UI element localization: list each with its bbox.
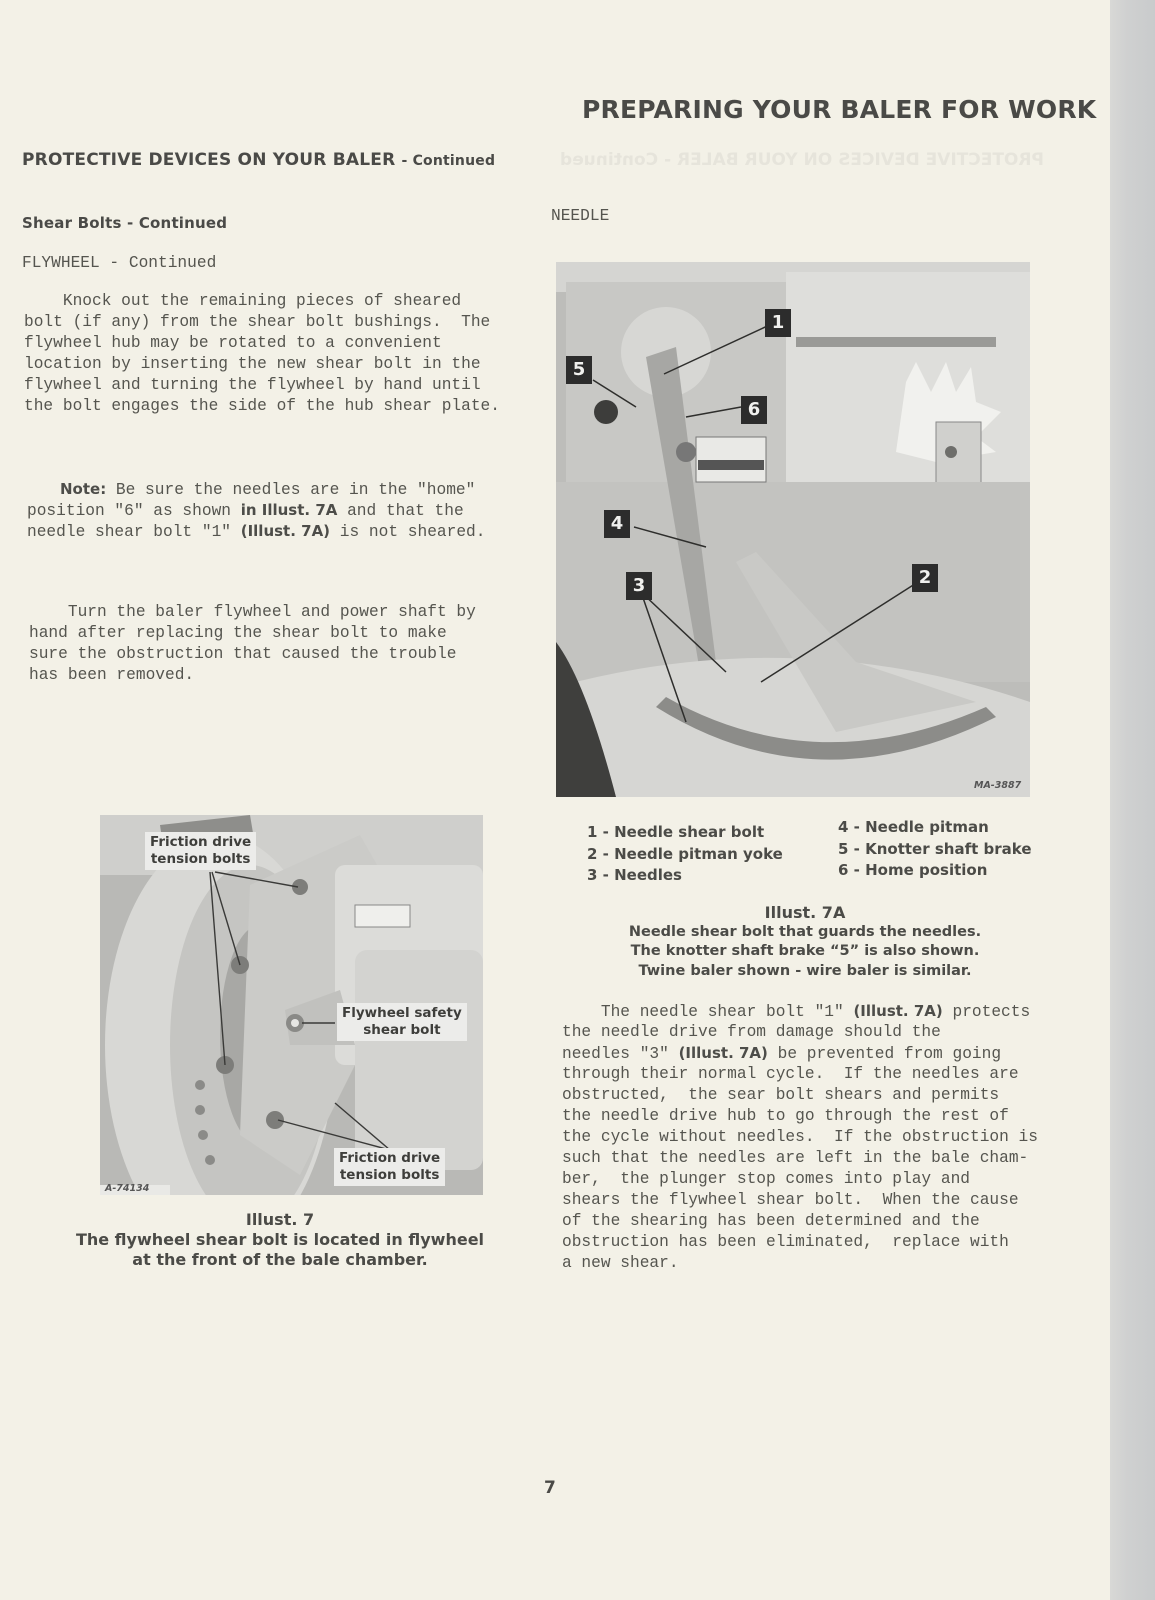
text-line: flywheel and turning the flywheel by hand until [24,376,481,394]
caption-line: Twine baler shown - wire baler is similar. [638,962,972,979]
caption-line: at the front of the bale chamber. [132,1250,428,1269]
illust-7a-caption [580,903,1030,981]
figure-legend-right [838,817,1032,882]
text-line [562,1043,1001,1065]
caption-line: Needle shear bolt that guards the needles. [628,923,982,940]
flywheel-photo [100,815,483,1195]
caption-line: The knotter shaft brake “5” is also shown. [630,943,980,959]
text-line: through their normal cycle. If the needles are [562,1065,1019,1083]
text-line [60,479,475,501]
photo-code: MA-3887 [974,780,1022,791]
text-line: bolt (if any) from the shear bolt bushings. The [24,313,491,331]
page-number: 7 [544,1478,557,1498]
text-line: the needle drive hub to go through the rest of [562,1107,1009,1125]
callout-line: Friction drive [150,834,252,850]
text-line: flywheel hub may be rotated to a convenient [24,334,442,352]
caption-title: Illust. 7 [245,1210,315,1229]
caption-title: Illust. 7A [764,903,846,922]
legend-item: 3 - Needles [587,866,682,884]
text-line: a new shear. [562,1254,679,1272]
needle-drive-photo [556,262,1030,797]
text-line: hand after replacing the shear bolt to make [29,624,447,642]
section-title: PREPARING YOUR BALER FOR WORK [582,95,1097,124]
tag-5: 5 [566,356,592,384]
text-span: is not sheared. [330,523,486,541]
photo-code: A-74134 [105,1183,150,1194]
illust-7-caption [60,1210,500,1270]
text-line: Knock out the remaining pieces of sheared [24,292,462,310]
flywheel-subsection: FLYWHEEL - Continued [22,254,217,272]
text-line: the cycle without needles. If the obstruction is [562,1128,1038,1146]
text-line: sure the obstruction that caused the trouble [29,645,457,663]
figure-legend-left [587,822,783,887]
legend-item: 5 - Knotter shaft brake [838,839,1032,858]
text-span: Be sure the needles are in the "home" [106,481,476,499]
left-heading-suffix: - Continued [401,153,496,169]
text-span: needles "3" [562,1045,679,1063]
text-line [562,1001,1030,1023]
illust-reference: in Illust. 7A [240,501,338,519]
bleed-through-text: PROTECTIVE DEVICES ON YOUR BALER - Continued [560,150,1044,170]
text-line: obstruction has been eliminated, replace with [562,1233,1009,1251]
text-line: Turn the baler flywheel and power shaft by [29,603,476,621]
caption-line: The flywheel shear bolt is located in flywheel [75,1230,485,1249]
shear-bolts-subheading: Shear Bolts - Continued [22,214,228,232]
tag-1: 1 [765,309,791,337]
callout-line: tension bolts [150,851,251,867]
callout-line: tension bolts [339,1167,440,1183]
left-heading [22,150,495,170]
illust-reference: (Illust. 7A) [678,1044,768,1062]
text-line: the bolt engages the side of the hub shear plate. [24,397,500,415]
callout-line: shear bolt [363,1022,441,1038]
text-span: needle shear bolt "1" [27,523,241,541]
legend-item: 6 - Home position [838,861,988,879]
legend-item: 1 - Needle shear bolt [587,823,765,841]
callout-friction-drive-top [145,832,256,870]
callout-flywheel-shear-bolt [337,1003,467,1041]
text-line: location by inserting the new shear bolt in the [24,355,481,373]
text-line: shears the flywheel shear bolt. When the cause [562,1191,1019,1209]
text-line [27,521,485,543]
text-span: be prevented from going [767,1045,1002,1063]
text-span: The needle shear bolt "1" [562,1003,854,1021]
text-span: position "6" as shown [27,502,241,520]
page-edge-shadow [1110,0,1155,1600]
text-span: and that the [337,502,464,520]
callout-line: Flywheel safety [342,1005,462,1021]
tag-2: 2 [912,564,938,592]
tag-4: 4 [604,510,630,538]
callout-friction-drive-bottom [334,1148,445,1186]
illust-reference: (Illust. 7A) [853,1002,943,1020]
text-span: protects [942,1003,1031,1021]
text-line: such that the needles are left in the bale cham- [562,1149,1029,1167]
illust-reference: (Illust. 7A) [240,522,331,540]
text-line [27,500,464,522]
text-line: obstructed, the sear bolt shears and permits [562,1086,1000,1104]
text-line: the needle drive from damage should the [562,1023,941,1041]
text-line: of the shearing has been determined and the [562,1212,980,1230]
text-line: ber, the plunger stop comes into play and [562,1170,970,1188]
callout-line: Friction drive [339,1150,441,1166]
tag-3: 3 [626,572,652,600]
legend-item: 4 - Needle pitman [838,818,989,836]
left-heading-main: PROTECTIVE DEVICES ON YOUR BALER [22,150,396,170]
note-label: Note: [60,480,107,498]
legend-item: 2 - Needle pitman yoke [587,844,783,863]
needle-subsection: NEEDLE [551,207,610,225]
text-line: has been removed. [29,666,195,684]
tag-6: 6 [741,396,767,424]
